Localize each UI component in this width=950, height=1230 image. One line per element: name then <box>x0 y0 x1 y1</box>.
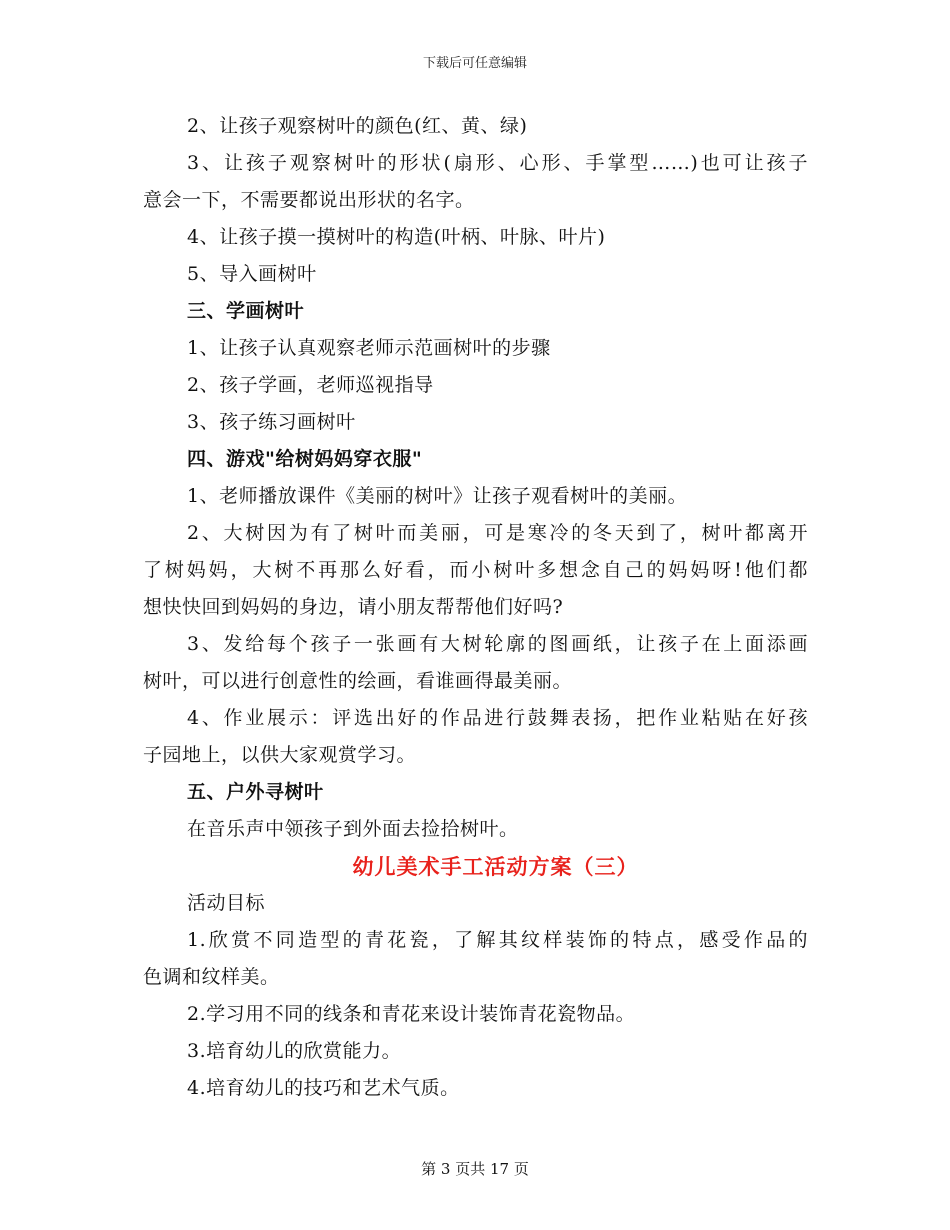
paragraph-line: 子园地上，以供大家观赏学习。 <box>143 744 417 766</box>
paragraph-line: 活动目标 <box>187 892 266 914</box>
paragraph-line: 2、大树因为有了树叶而美丽，可是寒冷的冬天到了，树叶都离开 <box>187 522 808 544</box>
paragraph-line: 3.培育幼儿的欣赏能力。 <box>187 1040 402 1062</box>
page-header: 下载后可任意编辑 <box>422 56 527 71</box>
section-title: 幼儿美术手工活动方案（三） <box>352 854 639 879</box>
paragraph-line: 5、导入画树叶 <box>187 263 317 285</box>
paragraph-line: 2、让孩子观察树叶的颜色(红、黄、绿) <box>187 115 528 137</box>
paragraph-line: 了树妈妈，大树不再那么好看，而小树叶多想念自己的妈妈呀!他们都 <box>143 559 808 581</box>
section-heading: 五、户外寻树叶 <box>187 781 324 803</box>
paragraph-line: 色调和纹样美。 <box>143 966 280 988</box>
paragraph-line: 3、孩子练习画树叶 <box>187 411 356 433</box>
paragraph-line: 在音乐声中领孩子到外面去捡拾树叶。 <box>187 818 519 840</box>
paragraph-line: 1.欣赏不同造型的青花瓷，了解其纹样装饰的特点，感受作品的 <box>187 929 808 951</box>
paragraph-line: 想快快回到妈妈的身边，请小朋友帮帮他们好吗? <box>143 596 564 618</box>
paragraph-line: 3、发给每个孩子一张画有大树轮廓的图画纸，让孩子在上面添画 <box>187 633 808 655</box>
activity-goals <box>143 885 808 1107</box>
section-heading: 四、游戏"给树妈妈穿衣服" <box>187 448 423 470</box>
lesson-steps <box>143 108 808 848</box>
paragraph-line: 2.学习用不同的线条和青花来设计装饰青花瓷物品。 <box>187 1003 636 1025</box>
paragraph-line: 树叶，可以进行创意性的绘画，看谁画得最美丽。 <box>143 670 573 692</box>
document-body <box>143 108 808 1107</box>
paragraph-line: 2、孩子学画，老师巡视指导 <box>187 374 434 396</box>
page-footer: 第 3 页共 17 页 <box>421 1160 529 1178</box>
paragraph-line: 4.培育幼儿的技巧和艺术气质。 <box>187 1077 460 1099</box>
paragraph-line: 4、让孩子摸一摸树叶的构造(叶柄、叶脉、叶片) <box>187 226 606 248</box>
paragraph-line: 1、老师播放课件《美丽的树叶》让孩子观看树叶的美丽。 <box>187 485 688 507</box>
paragraph-line: 意会一下，不需要都说出形状的名字。 <box>143 189 475 211</box>
section-heading: 三、学画树叶 <box>187 300 305 322</box>
paragraph-line: 3、让孩子观察树叶的形状(扇形、心形、手掌型……)也可让孩子 <box>187 152 808 174</box>
paragraph-line: 4、作业展示：评选出好的作品进行鼓舞表扬，把作业粘贴在好孩 <box>187 707 808 729</box>
paragraph-line: 1、让孩子认真观察老师示范画树叶的步骤 <box>187 337 551 359</box>
